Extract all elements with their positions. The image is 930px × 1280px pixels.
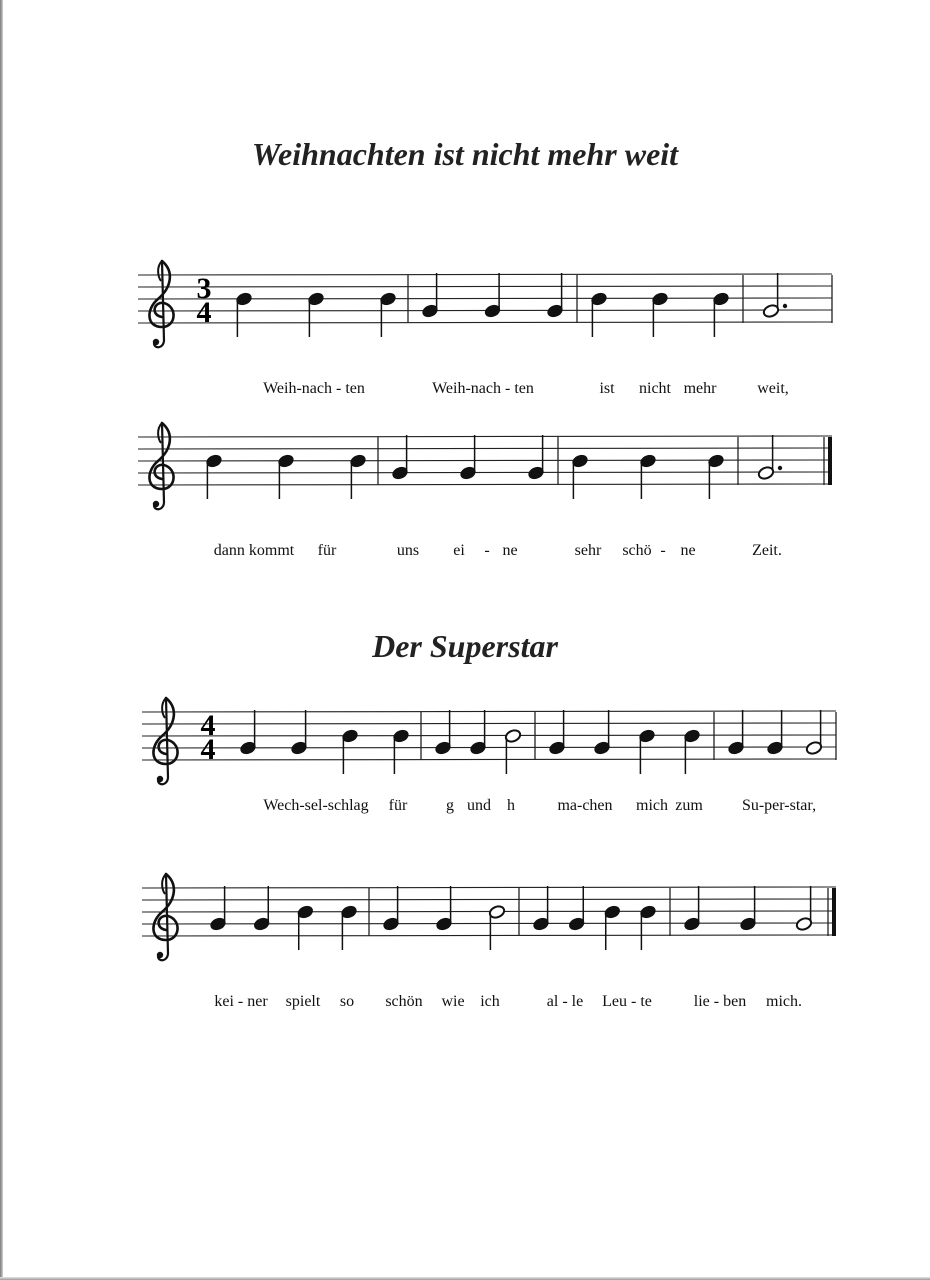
lyric-syllable: kei - ner: [214, 993, 268, 1010]
staff-line: [142, 923, 836, 924]
lyric-syllable: sehr: [574, 542, 602, 559]
note: [340, 904, 358, 950]
staff-line: [142, 935, 836, 936]
lyric-syllable: -: [660, 542, 666, 559]
song-title: Weihnachten ist nicht mehr weit: [251, 136, 679, 172]
lyric-syllable: nicht: [639, 380, 671, 397]
lyric-syllable: ei: [453, 542, 465, 559]
note: [604, 904, 622, 950]
time-signature-top: 3: [196, 272, 212, 305]
treble-clef-icon: [153, 874, 177, 960]
note: [435, 886, 453, 932]
lyric-syllable: Su-per-star,: [741, 797, 817, 814]
staff-line: [142, 911, 836, 912]
lyric-syllable: und: [467, 797, 491, 814]
lyric-syllable: ne: [502, 542, 518, 559]
lyric-syllable: schö: [622, 542, 652, 559]
lyric-syllable: Weih-nach - ten: [432, 380, 534, 397]
song-title: Der Superstar: [372, 628, 558, 664]
lyric-syllable: schön: [385, 993, 423, 1010]
note: [488, 904, 506, 950]
lyric-syllable: Zeit.: [752, 542, 782, 559]
note: [568, 886, 586, 932]
note: [253, 886, 271, 932]
note: [209, 886, 227, 932]
note: [795, 886, 813, 932]
lyric-syllable: ma-chen: [557, 797, 613, 814]
note: [683, 886, 701, 932]
note: [739, 886, 757, 932]
final-barline-thick: [832, 888, 836, 936]
note: [532, 886, 550, 932]
note: [297, 904, 315, 950]
lyric-syllable: uns: [396, 542, 420, 559]
lyric-syllable: spielt: [285, 993, 321, 1010]
lyric-syllable: g: [446, 797, 454, 814]
note: [382, 886, 400, 932]
lyric-syllable: weit,: [757, 380, 789, 397]
lyric-syllable: so: [339, 993, 355, 1010]
lyric-syllable: für: [317, 542, 337, 559]
note: [639, 904, 657, 950]
lyric-syllable: mich.: [766, 993, 802, 1010]
lyric-syllable: dann kommt: [213, 542, 295, 559]
staff-line: [142, 899, 836, 900]
lyric-syllable: Weih-nach - ten: [263, 380, 365, 397]
lyric-syllable: ich: [480, 993, 500, 1010]
time-signature-bottom: 4: [196, 296, 212, 329]
lyric-syllable: ist: [599, 380, 615, 397]
lyric-syllable: lie - ben: [693, 993, 747, 1010]
lyric-syllable: zum: [675, 797, 703, 814]
lyric-syllable: mich: [636, 797, 668, 814]
lyric-syllable: h: [507, 797, 515, 814]
lyric-syllable: mehr: [683, 380, 717, 397]
lyric-syllable: ne: [680, 542, 696, 559]
staff-line: [142, 887, 836, 888]
lyric-syllable: Leu - te: [602, 993, 652, 1010]
lyric-syllable: für: [388, 797, 408, 814]
lyric-syllable: -: [484, 542, 490, 559]
time-signature-bottom: 4: [200, 733, 216, 766]
lyric-syllable: Wech-sel-schlag: [263, 797, 369, 814]
lyric-syllable: wie: [441, 993, 465, 1010]
lyric-syllable: al - le: [546, 993, 584, 1010]
time-signature-top: 4: [200, 709, 216, 742]
